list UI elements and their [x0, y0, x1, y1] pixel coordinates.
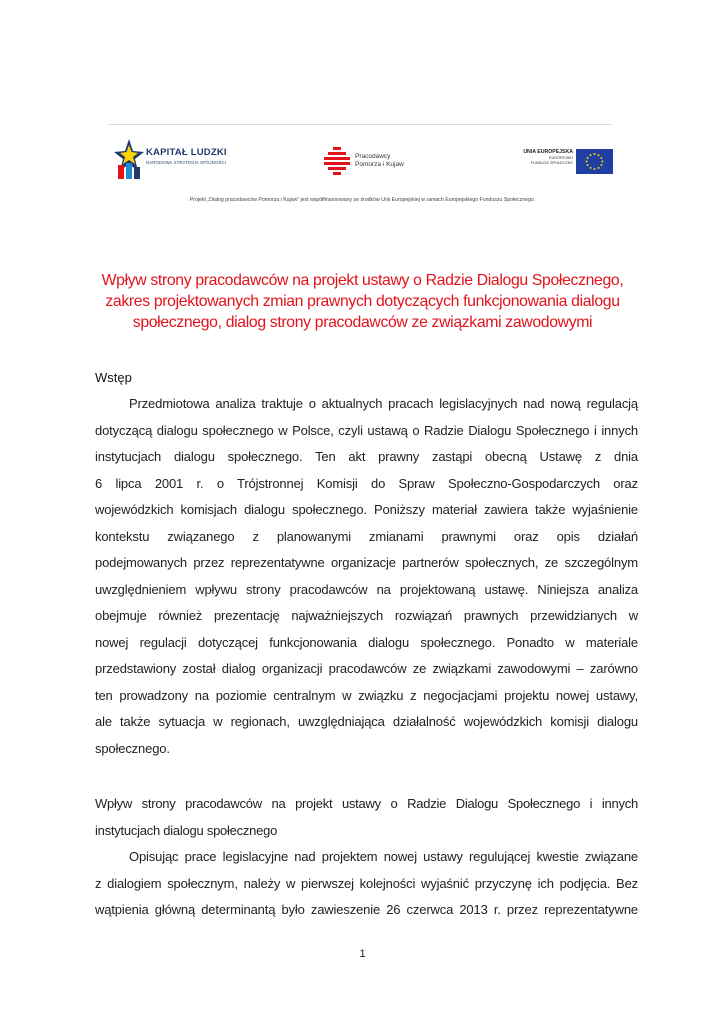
project-funding-note: Projekt „Dialog pracodawców Pomorza i Kujaw” jest współfinansowany ze środków Unii Europejskiej w ramach Europejskiego Funduszu Społecznego. — [189, 197, 536, 203]
section-heading-wplyw — [95, 791, 638, 844]
eu-logo — [513, 147, 613, 175]
paragraph-line: dotyczącą dialogu społecznego w Polsce, czyli ustawą o Radzie Dialogu Społecznego i innych — [95, 422, 638, 438]
paragraph-line: ale także sytuacja w regionach, uwzględniająca działalność wojewódzkich komisji dialogu — [95, 714, 638, 729]
intro-paragraph — [95, 391, 638, 762]
heading-line: instytucjach dialogu społecznego — [95, 822, 278, 838]
paragraph-line: Opisując prace legislacyjne nad projektem nowej ustawy regulującej kwestie związane — [129, 849, 638, 864]
pracodawcy-name — [355, 153, 404, 169]
paragraph-line: uwzględnieniem wpływu strony pracodawców na projektowaną ustawę. Niniejsza analiza — [95, 581, 638, 597]
paragraph-line: ten prowadzony na poziomie centralnym w związku z negocjacjami projektu nowej ustawy, — [95, 687, 638, 703]
paragraph-line: wątpienia główną determinantą było zawieszenie 26 czerwca 2013 r. przez reprezentatywne — [95, 902, 638, 917]
eu-text — [523, 149, 573, 166]
kapital-ludzki-emblem-icon — [114, 139, 144, 181]
page-number: 1 — [359, 948, 366, 960]
eu-flag-icon — [576, 149, 613, 174]
paragraph-line: obejmuje również prezentację najważniejszych rozwiązań prawnych przewidzianych w — [95, 608, 638, 623]
title-line: społecznego, dialog strony pracodawców ze związkami zawodowymi — [132, 314, 593, 331]
paragraph-line: podejmowanych przez reprezentatywne organizacje partnerów społecznych, ze szczególnym — [95, 555, 638, 570]
paragraph-line: instytucjach dialogu społecznego. Ten akt prawny zastąpi obecną Ustawę z dnia — [95, 449, 638, 464]
paragraph-line: Przedmiotowa analiza traktuje o aktualnych pracach legislacyjnych nad nową regulacją — [129, 396, 638, 411]
kapital-ludzki-logo — [114, 139, 239, 181]
pracodawcy-line1: Pracodawcy — [355, 153, 391, 160]
kapital-ludzki-title: KAPITAŁ LUDZKI — [146, 147, 227, 158]
title-line: zakres projektowanych zmian prawnych dotyczących funkcjonowania dialogu — [105, 293, 620, 310]
pracodawcy-emblem-icon — [322, 147, 352, 175]
paragraph-line: 6 lipca 2001 r. o Trójstronnej Komisji do Spraw Społeczno-Gospodarczych oraz — [95, 475, 638, 491]
eu-line2: EUROPEJSKI — [548, 156, 573, 160]
paragraph-line: z dialogiem społecznym, należy w pierwszej kolejności wyjaśnić przyczynę ich podjęcia. Bez — [95, 875, 638, 891]
eu-line1: UNIA EUROPEJSKA — [523, 149, 573, 155]
heading-line: Wpływ strony pracodawców na projekt ustawy o Radzie Dialogu Społecznego i innych — [95, 796, 638, 811]
section-heading-wstep: Wstęp — [95, 370, 132, 385]
eu-line3: FUNDUSZ SPOŁECZNY — [530, 161, 573, 165]
legislation-paragraph — [95, 844, 638, 924]
document-title — [88, 270, 637, 333]
title-line: Wpływ strony pracodawców na projekt ustawy o Radzie Dialogu Społecznego, — [101, 272, 624, 289]
pracodawcy-line2: Pomorza i Kujaw — [355, 161, 404, 168]
header-rule — [108, 124, 612, 125]
paragraph-line: społecznego. — [95, 740, 170, 756]
paragraph-line: kontekstu związanego z planowanymi zmianami prawnymi oraz opis działań — [95, 528, 638, 544]
paragraph-line: przedstawiony został dialog organizacji pracodawców ze związkami zawodowymi – zarówno — [95, 661, 638, 676]
paragraph-line: wojewódzkich komisjach dialogu społecznego. Poniższy materiał zawiera także wyjaśnienie — [95, 502, 638, 517]
kapital-ludzki-subtitle: NARODOWA STRATEGIA SPÓJNOŚCI — [146, 160, 227, 165]
paragraph-line: nowej regulacji dotyczącej funkcjonowania dialogu społecznego. Ponadto w materiale — [95, 634, 638, 650]
pracodawcy-logo — [322, 147, 432, 175]
